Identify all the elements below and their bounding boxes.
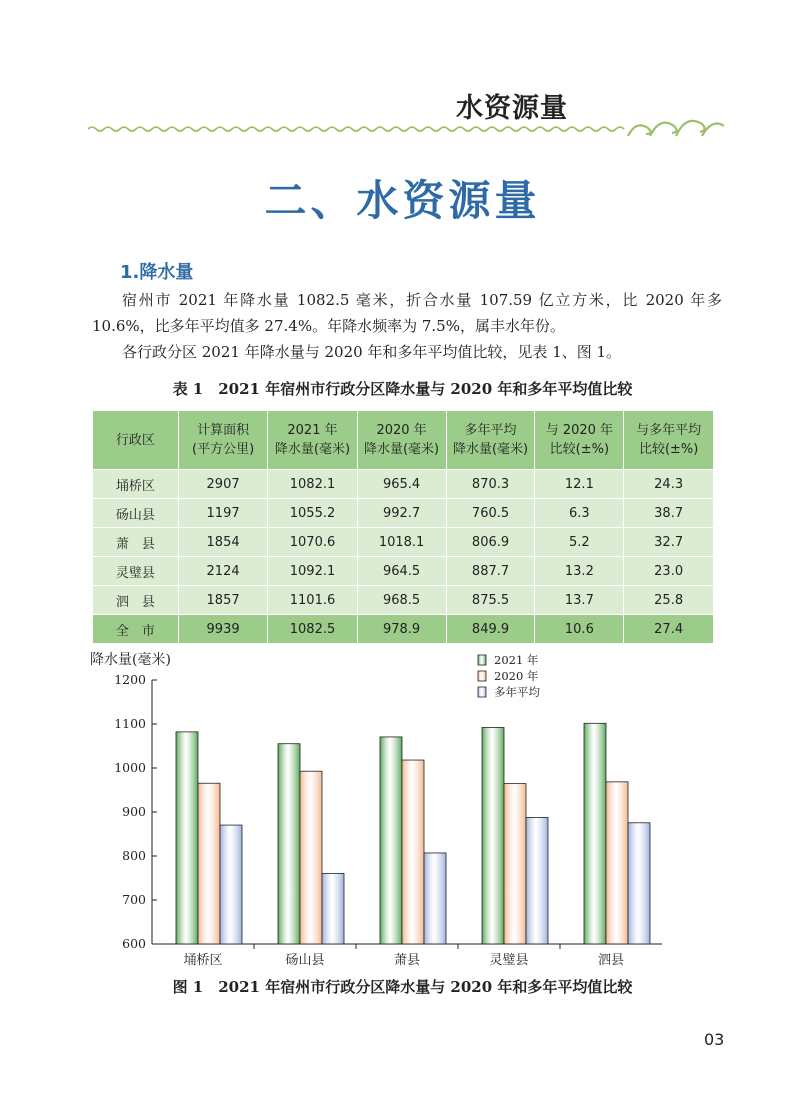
y-tick-label: 700: [122, 892, 146, 907]
table-cell: 12.1: [535, 470, 624, 499]
page-number: 03: [704, 1030, 725, 1049]
table-header-row: [93, 411, 714, 470]
header-cell-2020: 2020 年 降水量(毫米): [357, 411, 446, 470]
header-cell-2021: 2021 年 降水量(毫米): [268, 411, 357, 470]
table-cell: 23.0: [624, 557, 714, 586]
table-cell: 13.2: [535, 557, 624, 586]
table-cell: 1101.6: [268, 586, 357, 615]
table-cell: 1857: [178, 586, 268, 615]
table-total-row: [93, 615, 714, 644]
running-header-title: 水资源量: [456, 93, 568, 124]
table-cell: 992.7: [357, 499, 446, 528]
legend-swatch: [478, 671, 486, 681]
table-cell: 1854: [178, 528, 268, 557]
bar: [424, 853, 446, 944]
y-axis-label: 降水量(毫米): [90, 652, 171, 668]
table-cell: 887.7: [446, 557, 535, 586]
table-cell: 1092.1: [268, 557, 357, 586]
table-row: [93, 557, 714, 586]
table-cell: 806.9: [446, 528, 535, 557]
bar: [526, 817, 548, 944]
rainfall-bar-chart: [90, 646, 690, 971]
legend-label: 2021 年: [494, 653, 539, 667]
table-cell: 849.9: [446, 615, 535, 644]
table-cell: 1082.5: [268, 615, 357, 644]
table-row: [93, 499, 714, 528]
bar: [402, 760, 424, 944]
bar: [584, 723, 606, 944]
table-caption: 表 1 2021 年宿州市行政分区降水量与 2020 年和多年平均值比较: [172, 380, 633, 398]
header-cell-vs-2020: 与 2020 年 比较(±%): [535, 411, 624, 470]
table-cell: 1197: [178, 499, 268, 528]
table-cell: 全 市: [93, 615, 179, 644]
legend-swatch: [478, 687, 486, 697]
legend-label: 2020 年: [494, 669, 539, 683]
bar: [482, 727, 504, 944]
section-heading: 1.降水量: [120, 262, 194, 283]
table-row: [93, 470, 714, 499]
table-cell: 32.7: [624, 528, 714, 557]
table-cell: 2907: [178, 470, 268, 499]
table-cell: 泗 县: [93, 586, 179, 615]
table-cell: 1082.1: [268, 470, 357, 499]
table-cell: 灵璧县: [93, 557, 179, 586]
table-row: [93, 586, 714, 615]
bar: [300, 771, 322, 944]
table-cell: 10.6: [535, 615, 624, 644]
y-tick-label: 600: [122, 936, 146, 951]
table-cell: 6.3: [535, 499, 624, 528]
table-cell: 965.4: [357, 470, 446, 499]
legend-label: 多年平均: [494, 685, 540, 699]
page-title: 二、水资源量: [264, 176, 541, 225]
bar: [628, 823, 650, 944]
wave-ornament: [628, 121, 724, 136]
x-tick-label: 泗县: [597, 953, 625, 968]
table-row: [93, 528, 714, 557]
bar: [278, 744, 300, 944]
y-tick-label: 800: [122, 848, 146, 863]
table-cell: 25.8: [624, 586, 714, 615]
paragraph-1: 宿州市 2021 年降水量 1082.5 毫米，折合水量 107.59 亿立方米，比 2020 年多 10.6%，比多年平均值多 27.4%。年降水频率为 7.5%，属丰水年份。: [92, 291, 722, 335]
y-tick-label: 900: [122, 804, 146, 819]
table-cell: 埇桥区: [93, 470, 179, 499]
table-cell: 760.5: [446, 499, 535, 528]
table-cell: 13.7: [535, 586, 624, 615]
legend-swatch: [478, 655, 486, 665]
table-cell: 875.5: [446, 586, 535, 615]
figure-caption: 图 1 2021 年宿州市行政分区降水量与 2020 年和多年平均值比较: [172, 978, 633, 996]
bar: [322, 873, 344, 944]
table-cell: 870.3: [446, 470, 535, 499]
bar: [198, 783, 220, 944]
table-cell: 968.5: [357, 586, 446, 615]
header-cell-average: 多年平均 降水量(毫米): [446, 411, 535, 470]
table-cell: 2124: [178, 557, 268, 586]
table-cell: 978.9: [357, 615, 446, 644]
header-cell-vs-average: 与多年平均 比较(±%): [624, 411, 714, 470]
x-tick-label: 砀山县: [285, 953, 325, 968]
header-cell-area: 计算面积 (平方公里): [178, 411, 268, 470]
header-wave-rule: [88, 118, 728, 140]
bar: [504, 784, 526, 944]
table-cell: 27.4: [624, 615, 714, 644]
table-cell: 1070.6: [268, 528, 357, 557]
bar: [380, 737, 402, 944]
table-cell: 1018.1: [357, 528, 446, 557]
x-tick-label: 灵璧县: [489, 953, 529, 968]
table-cell: 砀山县: [93, 499, 179, 528]
y-tick-label: 1200: [114, 672, 146, 687]
rainfall-table: [92, 410, 714, 644]
table-cell: 38.7: [624, 499, 714, 528]
x-tick-label: 萧县: [393, 953, 421, 968]
table-cell: 1055.2: [268, 499, 357, 528]
bar: [176, 732, 198, 944]
header-cell-region: 行政区: [93, 411, 179, 470]
table-cell: 9939: [178, 615, 268, 644]
paragraph-2: 各行政分区 2021 年降水量与 2020 年和多年平均值比较，见表 1、图 1。: [122, 343, 622, 361]
bar: [220, 825, 242, 944]
table-cell: 5.2: [535, 528, 624, 557]
table-cell: 24.3: [624, 470, 714, 499]
y-tick-label: 1100: [114, 716, 146, 731]
table-cell: 964.5: [357, 557, 446, 586]
y-tick-label: 1000: [114, 760, 146, 775]
x-tick-label: 埇桥区: [183, 953, 223, 968]
table-cell: 萧 县: [93, 528, 179, 557]
bar: [606, 782, 628, 944]
